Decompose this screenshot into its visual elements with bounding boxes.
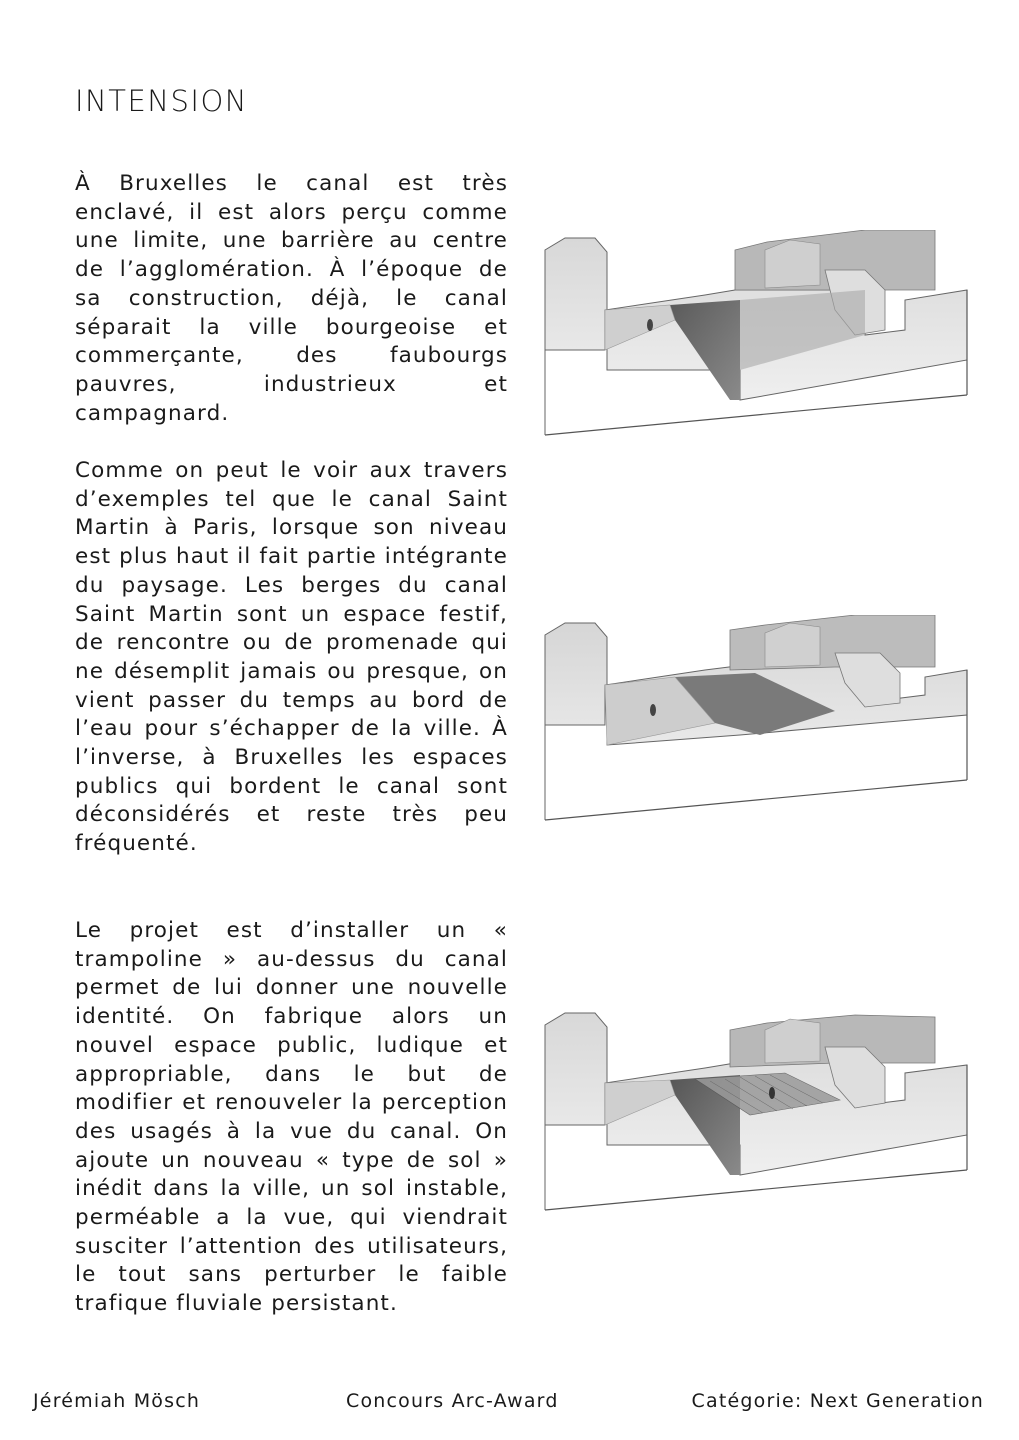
paragraph-1: À Bruxelles le canal est très enclavé, il est alors perçu comme une limite, une barrière au centre de l’agglomération. À l’époque de sa construction, déjà, le canal séparait la ville bourgeoise et commerçante, des faubourgs pauvres, industrieux et campagnard. xyxy=(75,171,508,426)
footer-category: Catégorie: Next Generation xyxy=(691,1390,984,1412)
canal-section-illustration-1 xyxy=(535,230,975,440)
canal-section-illustration-2 xyxy=(535,615,975,825)
page-title: INTENSION xyxy=(75,84,248,118)
paragraph-3: Le projet est d’installer un « trampoline » au-dessus du canal permet de lui donner une nouvelle identité. On fabrique alors un nouvel espace public, ludique et appropriable, dans le but de modifier et renouveler la perception des usagés à la vue du canal. On ajoute un nouveau « type de sol » inédit dans la ville, un sol instable, perméable a la vue, qui viendrait susciter l’attention des utilisateurs, le tout sans perturber le faible trafique fluviale persistant. xyxy=(75,918,508,1317)
footer-competition: Concours Arc-Award xyxy=(346,1390,559,1412)
footer-author: Jérémiah Mösch xyxy=(33,1390,201,1412)
paragraph-2: Comme on peut le voir aux travers d’exemples tel que le canal Saint Martin à Paris, lorsque son niveau est plus haut il fait partie intégrante du paysage. Les berges du canal Saint Martin sont un espace festif, de rencontre ou de promenade qui ne désemplit jamais ou presque, on vient passer du temps au bord de l’eau pour s’échapper de la ville. À l’inverse, à Bruxelles les espaces publics qui bordent le canal sont déconsidérés et reste très peu fréquenté. xyxy=(75,458,508,857)
canal-section-illustration-3 xyxy=(535,1005,975,1215)
